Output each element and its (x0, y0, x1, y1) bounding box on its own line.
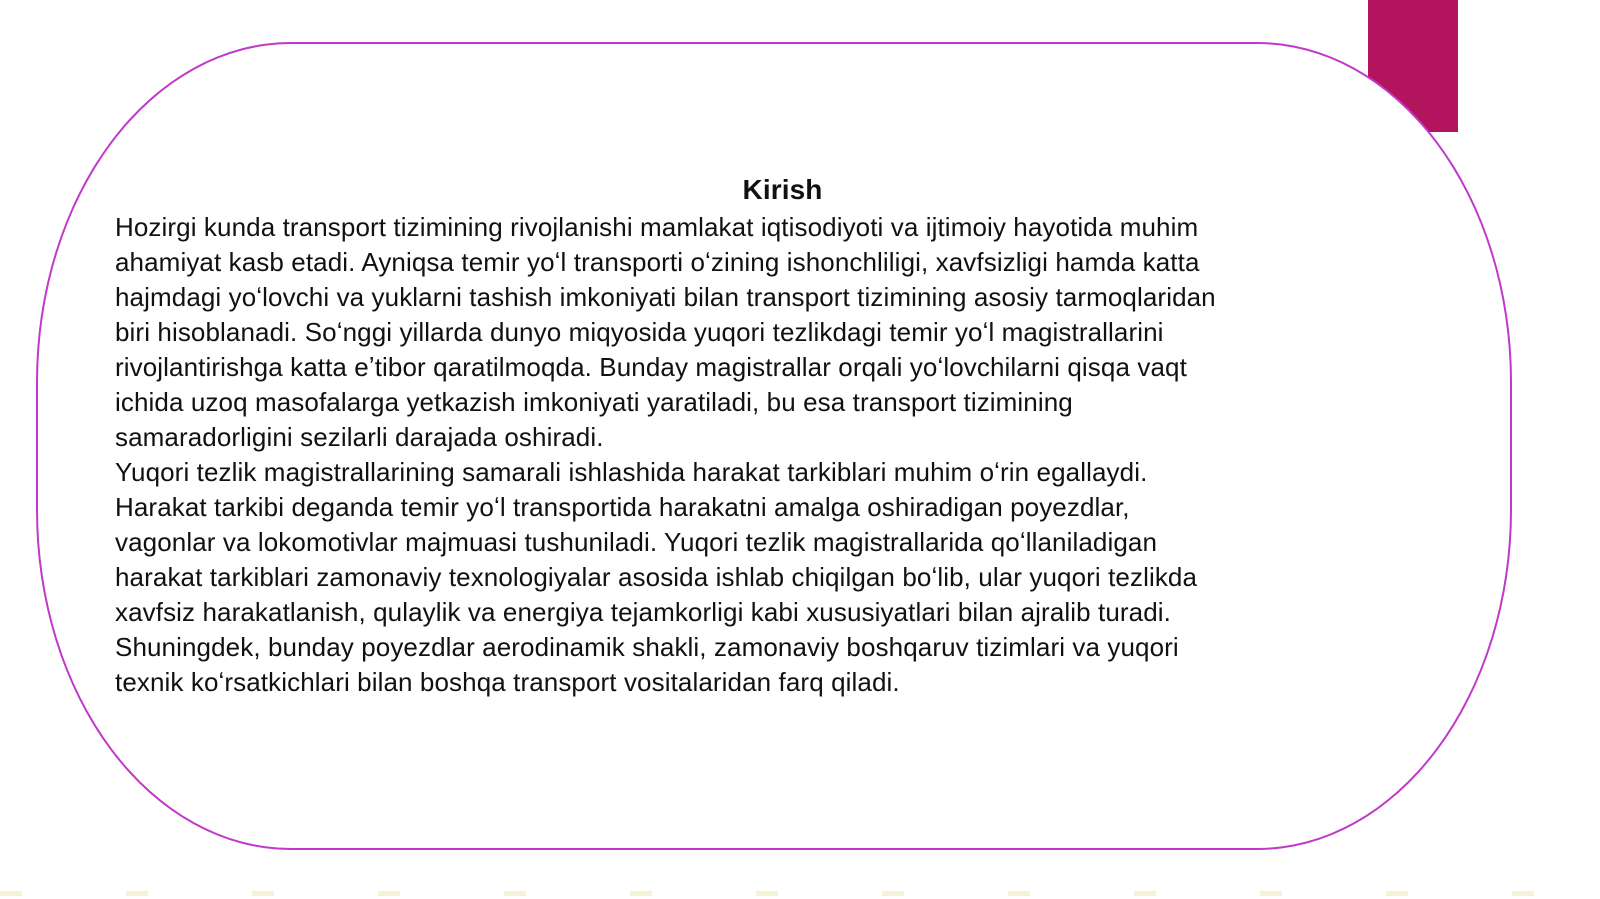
text-line: Hozirgi kunda transport tizimining rivojlanishi mamlakat iqtisodiyoti va ijtimoiy hayotida muhim (115, 212, 1199, 242)
text-line: vagonlar va lokomotivlar majmuasi tushuniladi. Yuqori tezlik magistrallarida qoʻllaniladigan (115, 527, 1158, 557)
text-line: ahamiyat kasb etadi. Ayniqsa temir yoʻl transporti oʻzining ishonchliligi, xavfsizligi hamda katta (115, 247, 1200, 277)
text-line: hajmdagi yoʻlovchi va yuklarni tashish imkoniyati bilan transport tizimining asosiy tarmoqlaridan (115, 282, 1216, 312)
text-line: ichida uzoq masofalarga yetkazish imkoniyati yaratiladi, bu esa transport tizimining (115, 387, 1073, 417)
text-line: harakat tarkiblari zamonaviy texnologiyalar asosida ishlab chiqilgan boʻlib, ular yuqori tezlikda (115, 562, 1198, 592)
text-line: biri hisoblanadi. Soʻnggi yillarda dunyo miqyosida yuqori tezlikdagi temir yoʻl magistrallarini (115, 317, 1164, 347)
slide-text-block (115, 172, 1450, 700)
bottom-dashed-line (0, 891, 1600, 896)
text-line: samaradorligini sezilarli darajada oshiradi. (115, 422, 604, 452)
paragraph-intro (115, 210, 1450, 455)
slide-title: Kirish (742, 174, 823, 205)
text-line: Harakat tarkibi deganda temir yoʻl transportida harakatni amalga oshiradigan poyezdlar, (115, 492, 1130, 522)
text-line: Yuqori tezlik magistrallarining samarali ishlashida harakat tarkiblari muhim oʻrin egallaydi. (115, 457, 1148, 487)
paragraph-rolling-stock (115, 455, 1450, 700)
text-line: rivojlantirishga katta eʼtibor qaratilmoqda. Bunday magistrallar orqali yoʻlovchilarni qisqa vaqt (115, 352, 1187, 382)
text-line: xavfsiz harakatlanish, qulaylik va energiya tejamkorligi kabi xususiyatlari bilan ajralib turadi. (115, 597, 1171, 627)
text-line: Shuningdek, bunday poyezdlar aerodinamik shakli, zamonaviy boshqaruv tizimlari va yuqori (115, 632, 1179, 662)
text-line: texnik koʻrsatkichlari bilan boshqa transport vositalaridan farq qiladi. (115, 667, 900, 697)
